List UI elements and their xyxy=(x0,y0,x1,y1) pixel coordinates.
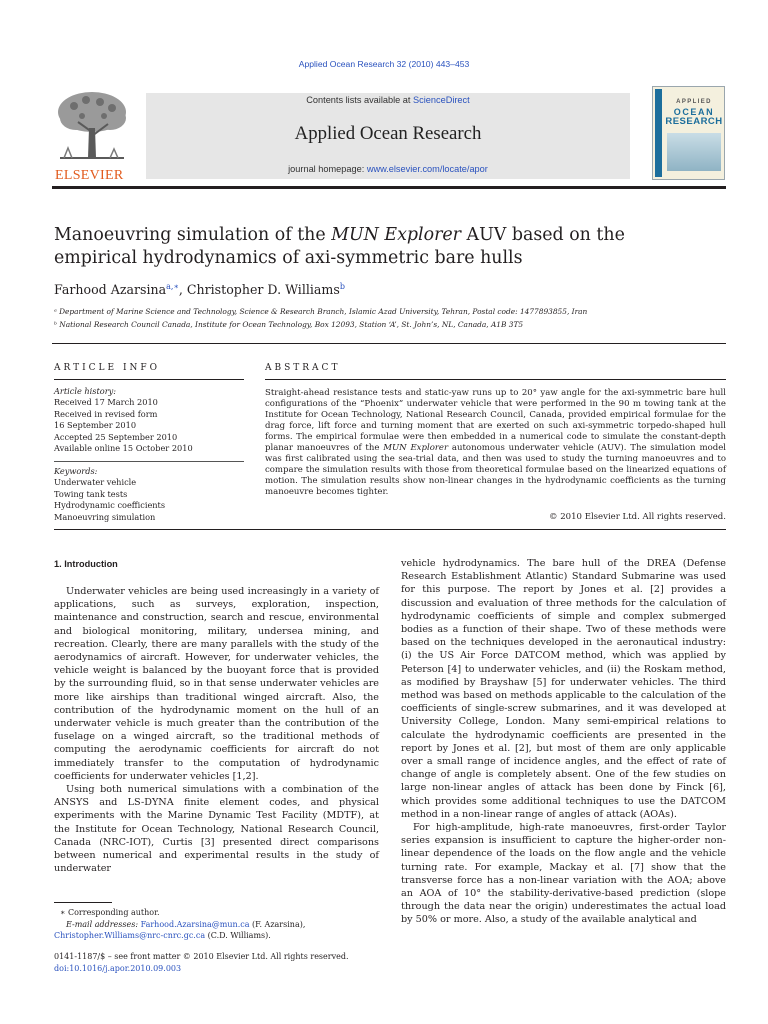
affiliation-a: ᵃ Department of Marine Science and Technology, Science & Research Branch, Islamic Azad University, Tehran, Postal code: 1477893855, Iran xyxy=(54,307,588,316)
paragraph: Underwater vehicles are being used increasingly in a variety of applications, such as surveys, exploration, inspection, maintenance and construction, search and rescue, environmental and biological monitoring, military, undersea mining, and recreation. Clearly, there are many parallels with the study of the aerodynamics of aircraft. However, for underwater vehicles, the vehicle weight is balanced by the buoyant force that is provided by the surrounding fluid, so in that sense underwater vehicles are more like airships than traditional winged aircraft. Also, the contribution of the hydrodynamic moment on the hull of an underwater vehicle is much greater than the contribution of the fuselage on a winged aircraft, so the traditional methods of computing the aerodynamic coefficients for aircraft do not immediately transfer to the computation of hydrodynamic coefficients for underwater vehicles [1,2]. xyxy=(54,586,379,782)
corresponding-author-note: ∗ Corresponding author. xyxy=(60,908,160,917)
paragraph: vehicle hydrodynamics. The bare hull of the DREA (Defense Research Establishment Atlantic) Standard Submarine was used for this purpose. The report by Jones et al. [2] provides a discussion and evaluation of three methods for the calculation of hydrodynamic coefficients of simple and complex submerged bodies as a function of their shape. Two of these methods were based on the techniques developed in the aeronautical industry: (i) the US Air Force DATCOM method, which was applied by Peterson [4] to underwater vehicles, and (ii) the Roskam method, as modified by Brayshaw [5] for underwater vehicles. The third method was based on methods applicable to the calculation of the coefficients of single-screw submarines, and it was developed at University College, London. Many semi-empirical relations to calculate the hydrodynamic coefficients are presented in the report by Jones et al. [2], but most of them are only applicable over a small range of incidence angles, and the effect of rate of change of angle is completely absent. One of the few studies on large non-linear angles of attack has been done by Finck [6], which provides some additional techniques to use the DATCOM method in a non-linear range of angles of attack (AOAs). xyxy=(401,558,726,820)
abstract-copyright: © 2010 Elsevier Ltd. All rights reserved. xyxy=(548,512,726,522)
keywords-list xyxy=(54,466,165,523)
journal-homepage-link[interactable]: www.elsevier.com/locate/apor xyxy=(366,164,488,174)
keywords-label: Keywords: xyxy=(54,466,98,476)
sciencedirect-link[interactable]: ScienceDirect xyxy=(413,95,470,105)
cover-band xyxy=(655,89,662,177)
article-history xyxy=(54,386,193,454)
journal-cover-image xyxy=(652,86,725,180)
header-divider xyxy=(52,186,726,189)
history-label: Article history: xyxy=(54,386,116,396)
email-line xyxy=(54,930,379,942)
title-text-italic: MUN Explorer xyxy=(331,225,461,245)
abstract-bottom-divider xyxy=(54,529,726,530)
homepage-prefix: journal homepage: xyxy=(288,164,367,174)
abstract-heading: ABSTRACT xyxy=(265,363,341,373)
email-link-azarsina[interactable]: Farhood.Azarsina@mun.ca xyxy=(140,919,250,929)
title-text-2: AUV based on the empirical hydrodynamics of axi-symmetric bare hulls xyxy=(54,225,625,268)
elsevier-tree-logo xyxy=(52,88,132,181)
cover-title-line2: OCEAN xyxy=(673,107,715,117)
body-column-right xyxy=(401,557,726,927)
section-heading-introduction: 1. Introduction xyxy=(54,559,118,569)
article-title xyxy=(54,224,694,270)
keywords-divider xyxy=(54,461,244,462)
paragraph: Using both numerical simulations with a combination of the ANSYS and LS-DYNA finite element codes, and physical experiments with the Marine Dynamic Test Facility (MDTF), at the Institute for Ocean Technology, National Research Council, Canada (NRC-IOT), Curtis [3] presented direct comparisons between numerical and experimental results in the study of underwater xyxy=(54,784,379,875)
abstract-text-italic: MUN Explorer xyxy=(383,442,449,453)
title-text-1: Manoeuvring simulation of the xyxy=(54,225,332,245)
tree-icon xyxy=(52,88,132,166)
cover-title-line1: APPLIED xyxy=(676,99,712,105)
author-separator-williams[interactable]: , Christopher D. Williams xyxy=(178,282,340,298)
contents-line xyxy=(146,95,630,105)
journal-reference-link[interactable]: Applied Ocean Research 32 (2010) 443–453 xyxy=(298,59,470,69)
affiliation-b: ᵇ National Research Council Canada, Institute for Ocean Technology, Box 12093, Station ‘A’, St. John’s, NL, Canada, A1B 3T5 xyxy=(54,320,524,329)
author2-affiliation-mark[interactable]: b xyxy=(339,282,345,291)
abstract-divider xyxy=(265,379,726,380)
keyword-item: Underwater vehicle xyxy=(54,477,137,488)
abstract-text xyxy=(265,388,726,498)
email-line xyxy=(54,919,379,931)
email1-owner: (F. Azarsina), xyxy=(249,919,306,929)
article-info-divider xyxy=(54,379,244,380)
keyword-item: Towing tank tests xyxy=(54,488,128,499)
issn-line: 0141-1187/$ – see front matter © 2010 Elsevier Ltd. All rights reserved. xyxy=(54,952,349,961)
history-line: Accepted 25 September 2010 xyxy=(54,431,178,442)
author1-affiliation-mark[interactable]: a,∗ xyxy=(166,282,179,291)
author-list xyxy=(54,282,345,297)
author-azarsina[interactable]: Farhood Azarsina xyxy=(54,282,167,298)
article-info-heading: ARTICLE INFO xyxy=(54,363,161,373)
email-link-williams[interactable]: Christopher.Williams@nrc-cnrc.gc.ca xyxy=(54,931,206,941)
email-label: E-mail addresses: xyxy=(66,919,139,929)
email2-owner: (C.D. Williams). xyxy=(205,931,271,941)
publisher-wordmark: ELSEVIER xyxy=(55,168,124,183)
body-column-left xyxy=(54,585,379,875)
masthead xyxy=(146,93,630,179)
doi-link[interactable]: doi:10.1016/j.apor.2010.09.003 xyxy=(54,964,182,973)
footnote-divider xyxy=(54,902,112,903)
page-footer xyxy=(54,951,454,975)
homepage-line xyxy=(146,164,630,174)
history-line: Received in revised form xyxy=(54,408,158,419)
affiliation-divider xyxy=(52,343,726,344)
paragraph: For high-amplitude, high-rate manoeuvres, first-order Taylor series expansion is insufficient to capture the higher-order non-linear dependence of the loads on the flow angle and the vehicle turning rate. For example, Mackay et al. [7] show that the transverse force has a non-linear variation with the AOA; above an AOA of 10° the stability-derivative-based prediction (slope through the data near the origin) underestimates the actual load by 50% or more. Also, a study of the available analytical and xyxy=(401,822,726,926)
cover-picture xyxy=(667,133,721,171)
journal-header xyxy=(52,86,726,183)
keyword-item: Hydrodynamic coefficients xyxy=(54,500,166,511)
cover-title-line3: RESEARCH xyxy=(665,116,723,127)
cover-title xyxy=(664,97,724,127)
abstract-text-2: autonomous underwater vehicle (AUV). The simulation model was first calibrated using the sea-trial data, and then was used to study the turning manoeuvres and to compare the simulation results with those from theoretical formulae based on the linearized equations of motion. The simulation results show non-linear changes in the hydrodynamic coefficients as the turning manoeuvre becomes tighter. xyxy=(265,442,726,497)
contents-prefix: Contents lists available at xyxy=(306,95,414,105)
keyword-item: Manoeuvring simulation xyxy=(54,511,156,522)
history-line: Received 17 March 2010 xyxy=(54,397,158,408)
footnotes xyxy=(54,907,379,942)
history-line: 16 September 2010 xyxy=(54,420,137,431)
history-line: Available online 15 October 2010 xyxy=(54,443,193,454)
journal-title: Applied Ocean Research xyxy=(294,123,482,144)
abstract-text-1: Straight-ahead resistance tests and static-yaw runs up to 20° yaw angle for the axi-symmetric bare hull configurations of the “Phoenix” underwater vehicle that were performed in the 90 m towing tank at the Institute for Ocean Technology, National Research Council, Canada, provided empirical formulae for the drag force, lift force and turning moment that are exerted on such axi-symmetric torpedo-shaped hull forms. The empirical formulae were then embedded in a numerical code to simulate the constant-depth planar manoeuvres of the xyxy=(265,388,726,453)
